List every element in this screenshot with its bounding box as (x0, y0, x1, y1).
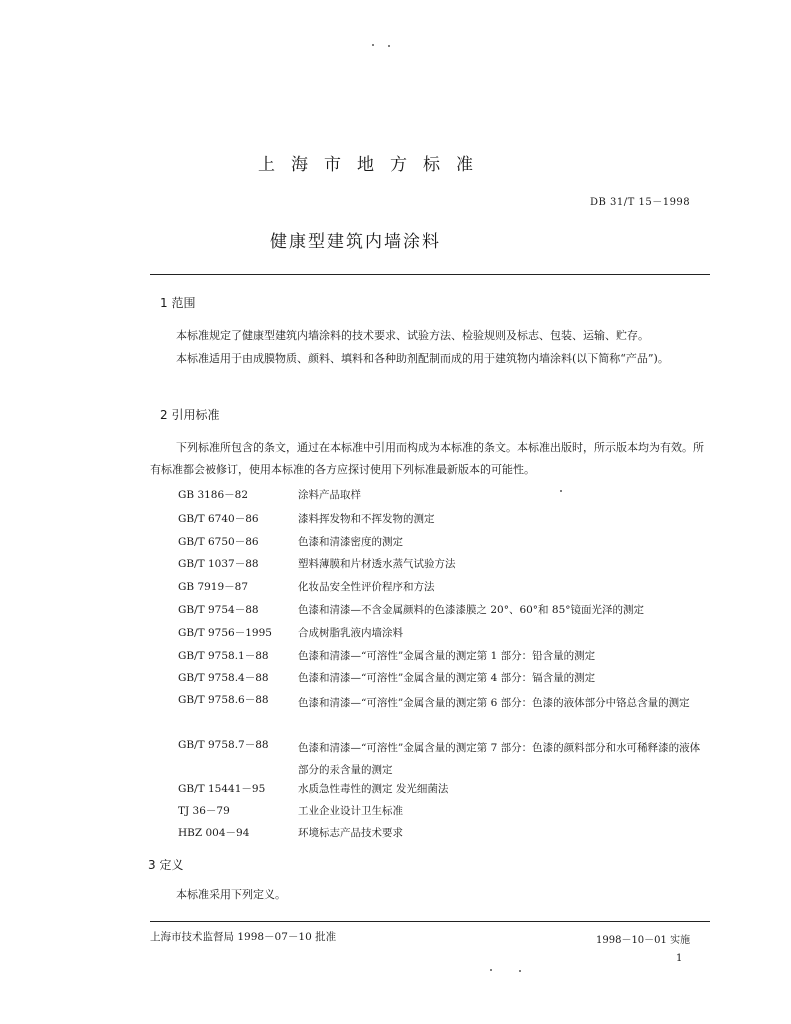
reference-title: 色漆和清漆密度的测定 (298, 536, 403, 548)
reference-code: HBZ 004－94 (178, 827, 250, 839)
reference-code: GB/T 9754－88 (178, 604, 259, 616)
reference-code: GB/T 15441－95 (178, 783, 266, 795)
reference-title: 工业企业设计卫生标准 (298, 805, 403, 817)
section-1-para-1: 本标准规定了健康型建筑内墙涂料的技术要求、试验方法、检验规则及标志、包装、运输、贮存。 (176, 329, 649, 342)
reference-code: GB/T 6750－86 (178, 536, 259, 548)
reference-title: 塑料薄膜和片材透水蒸气试验方法 (298, 558, 456, 570)
reference-code: GB/T 9758.6－88 (178, 694, 269, 706)
standard-code: DB 31/T 15－1998 (590, 197, 691, 208)
section-1-heading: 1 范围 (160, 296, 196, 310)
scan-speck (560, 490, 562, 492)
reference-code: GB/T 9758.1－88 (178, 650, 269, 662)
reference-title: 色漆和清漆—“可溶性”金属含量的测定第 1 部分：铅含量的测定 (298, 650, 596, 662)
reference-title: 漆料挥发物和不挥发物的测定 (298, 513, 435, 525)
reference-title: 化妆品安全性评价程序和方法 (298, 581, 435, 593)
reference-code: GB 3186－82 (178, 489, 249, 501)
page-number: 1 (676, 953, 683, 964)
document-title: 健康型建筑内墙涂料 (270, 232, 441, 252)
section-3-para: 本标准采用下列定义。 (176, 888, 286, 901)
scan-speck (372, 44, 374, 46)
reference-title: 色漆和清漆—“可溶性”金属含量的测定第 7 部分：色漆的颜料部分和水可稀释漆的液体部分的汞含量的测定 (298, 742, 701, 776)
reference-code: GB 7919－87 (178, 581, 249, 593)
reference-title: 环境标志产品技术要求 (298, 827, 403, 839)
reference-title: 水质急性毒性的测定 发光细菌法 (298, 783, 449, 795)
scan-speck (490, 969, 492, 971)
top-rule (150, 274, 710, 275)
reference-title: 色漆和清漆—不含金属颜料的色漆漆膜之 20°、60°和 85°镜面光泽的测定 (298, 604, 645, 616)
section-3-heading: 3 定义 (148, 858, 184, 872)
reference-title: 色漆和清漆—“可溶性”金属含量的测定第 6 部分：色漆的液体部分中铬总含量的测定 (298, 697, 690, 709)
approval-line: 上海市技术监督局 1998－07－10 批准 (150, 931, 337, 943)
reference-title: 合成树脂乳液内墙涂料 (298, 627, 403, 639)
reference-code: GB/T 6740－86 (178, 513, 259, 525)
reference-title: 色漆和清漆—“可溶性”金属含量的测定第 4 部分：镉含量的测定 (298, 672, 596, 684)
reference-code: GB/T 9758.7－88 (178, 739, 269, 751)
section-1-para-2: 本标准适用于由成膜物质、颜料、填料和各种助剂配制而成的用于建筑物内墙涂料(以下简称“产品”)。 (176, 352, 669, 365)
reference-code: GB/T 9756－1995 (178, 627, 272, 639)
reference-code: GB/T 1037－88 (178, 558, 259, 570)
reference-code: GB/T 9758.4－88 (178, 672, 269, 684)
effective-date: 1998－10－01 实施 (596, 935, 691, 946)
issuing-authority: 上海市地方标准 (258, 155, 489, 175)
section-2-intro: 下列标准所包含的条文，通过在本标准中引用而构成为本标准的条文。本标准出版时，所示版本均为有效。所有标准都会被修订，使用本标准的各方应探讨使用下列标准最新版本的可能性。 (150, 441, 704, 476)
reference-code: TJ 36－79 (178, 805, 230, 817)
bottom-rule (150, 921, 710, 922)
section-2-heading: 2 引用标准 (160, 408, 220, 422)
scan-speck (519, 970, 521, 972)
reference-title: 涂料产品取样 (298, 489, 361, 501)
scan-speck (388, 45, 390, 47)
